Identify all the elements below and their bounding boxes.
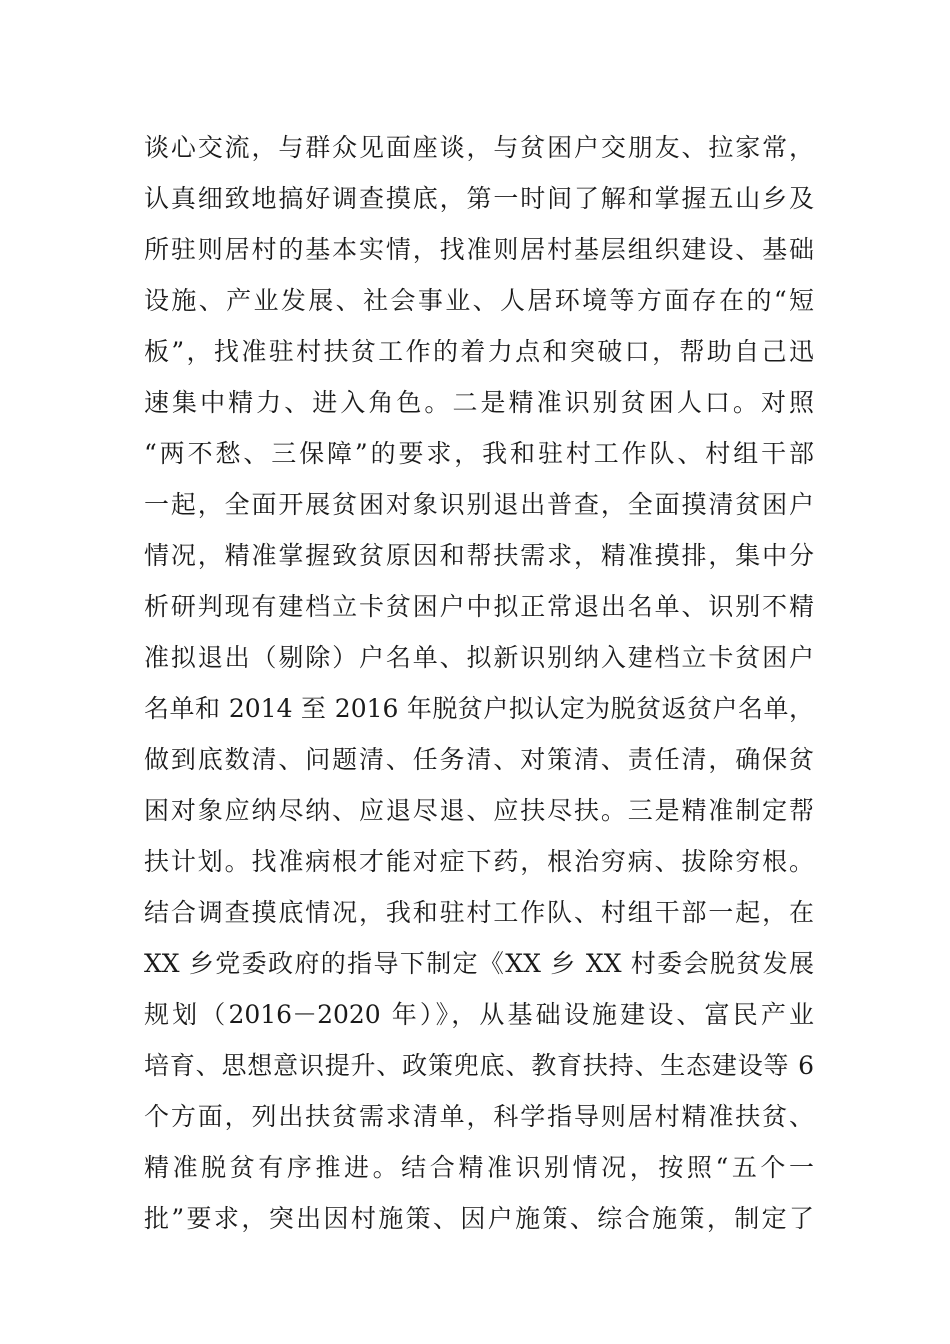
text-line: 认真细致地搞好调查摸底，第一时间了解和掌握五山乡及: [144, 184, 814, 213]
text-line: 设施、产业发展、社会事业、人居环境等方面存在的“短: [144, 286, 814, 315]
text-line: 结合调查摸底情况，我和驻村工作队、村组干部一起，在: [144, 898, 814, 927]
text-line: 所驻则居村的基本实情，找准则居村基层组织建设、基础: [144, 235, 814, 264]
text-line: 个方面，列出扶贫需求清单，科学指导则居村精准扶贫、: [144, 1102, 814, 1131]
text-line: 精准脱贫有序推进。结合精准识别情况，按照“五个一: [144, 1153, 814, 1182]
text-line: 准拟退出（剔除）户名单、拟新识别纳入建档立卡贫困户: [144, 643, 814, 672]
body-paragraph: [144, 122, 814, 1244]
text-line: 谈心交流，与群众见面座谈，与贫困户交朋友、拉家常，: [144, 133, 814, 162]
text-line: 板”，找准驻村扶贫工作的着力点和突破口，帮助自己迅: [144, 337, 814, 366]
text-line: “两不愁、三保障”的要求，我和驻村工作队、村组干部: [144, 439, 814, 468]
text-line: 析研判现有建档立卡贫困户中拟正常退出名单、识别不精: [144, 592, 814, 621]
text-line: 一起，全面开展贫困对象识别退出普查，全面摸清贫困户: [144, 490, 814, 519]
text-line: 批”要求，突出因村施策、因户施策、综合施策，制定了: [144, 1204, 814, 1233]
text-line: 情况，精准掌握致贫原因和帮扶需求，精准摸排，集中分: [144, 541, 814, 570]
text-line: 扶计划。找准病根才能对症下药，根治穷病、拔除穷根。: [144, 847, 814, 876]
text-line: 规划（2016－2020 年）》，从基础设施建设、富民产业: [144, 1000, 814, 1029]
text-line: 培育、思想意识提升、政策兜底、教育扶持、生态建设等 6: [144, 1051, 814, 1080]
text-line: 做到底数清、问题清、任务清、对策清、责任清，确保贫: [144, 745, 814, 774]
text-line: XX 乡党委政府的指导下制定《XX 乡 XX 村委会脱贫发展: [144, 949, 814, 978]
text-line: 速集中精力、进入角色。二是精准识别贫困人口。对照: [144, 388, 814, 417]
text-line: 困对象应纳尽纳、应退尽退、应扶尽扶。三是精准制定帮: [144, 796, 814, 825]
text-line: 名单和 2014 至 2016 年脱贫户拟认定为脱贫返贫户名单，: [144, 694, 814, 723]
